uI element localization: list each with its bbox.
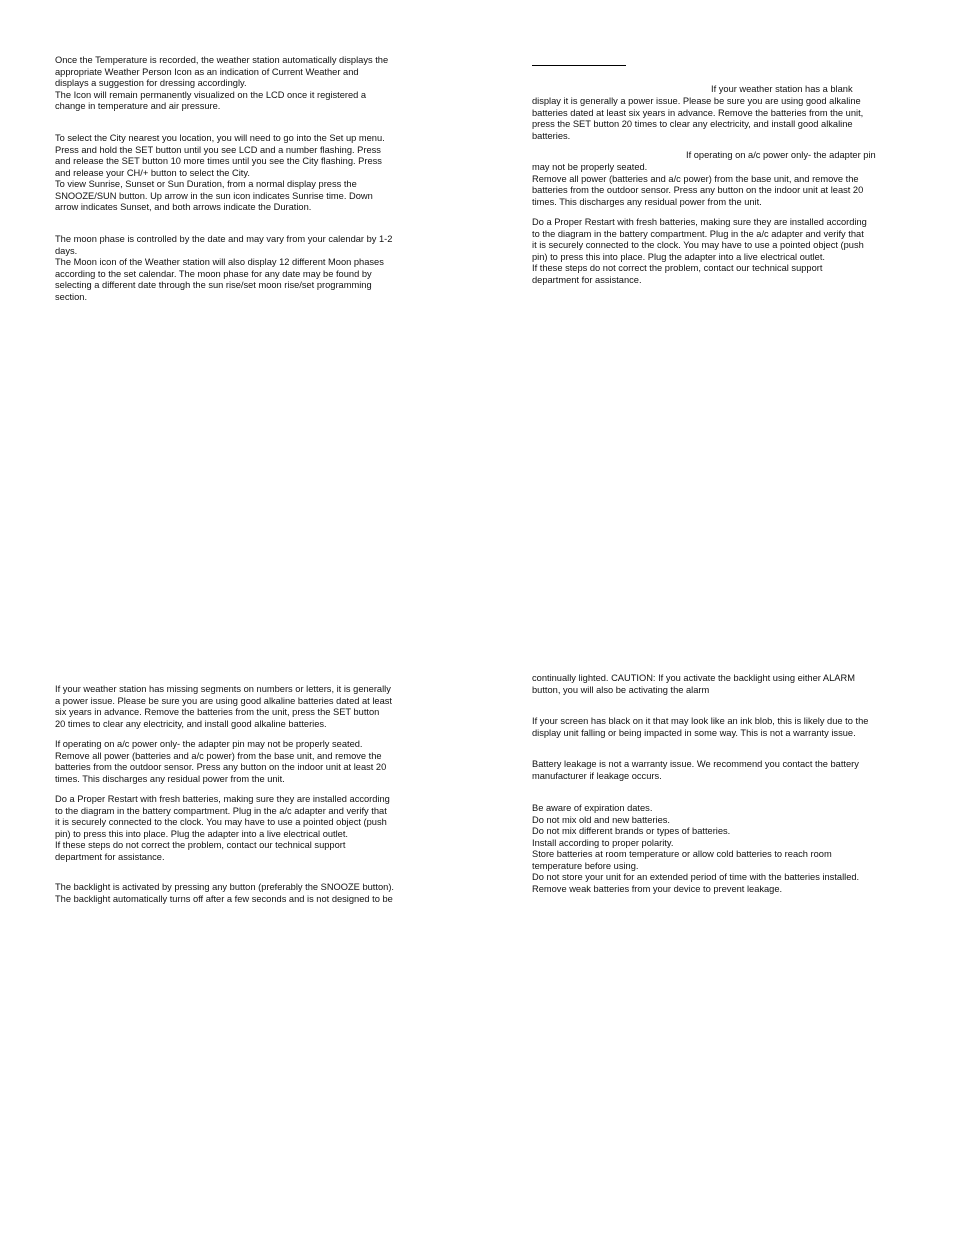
heading-underline: [532, 65, 626, 66]
proper-restart-paragraph: Do a Proper Restart with fresh batteries, making sure they are installed according to the diagram in the battery compartment. Plug in the a/c adapter and verify that it is securely connected to the clock. You may have to use a pointed object (push pin) to press this into place. Plug the adapter into a live electrical outlet. If these steps do not correct the problem, contact our technical support department for assistance.: [532, 217, 867, 285]
backlight-continued-paragraph: continually lighted. CAUTION: If you activate the backlight using either ALARM button, you will also be activating the alarm: [532, 673, 855, 695]
moon-phase-paragraph: The moon phase is controlled by the date and may vary from your calendar by 1-2 days. The Moon icon of the Weather station will also display 12 different Moon phases according to the set calendar. The moon phase for any date may be found by selecting a different date through the sun rise/set moon rise/set programming section.: [55, 234, 393, 302]
backlight-paragraph: The backlight is activated by pressing any button (preferably the SNOOZE button). The backlight automatically turns off after a few seconds and is not designed to be: [55, 882, 394, 904]
blank-display-paragraph-start: If your weather station has a blank: [711, 84, 853, 94]
battery-tips-list: Be aware of expiration dates. Do not mix old and new batteries. Do not mix different brands or types of batteries. Install according to proper polarity. Store batteries at room temperature or allow cold batteries to reach room temperature before using. Do not store your unit for an extended period of time with the batteries installed. Remove weak batteries from your device to prevent leakage.: [532, 803, 860, 894]
adapter-pin-paragraph-start: If operating on a/c power only- the adapter pin: [686, 150, 876, 160]
battery-leakage-paragraph: Battery leakage is not a warranty issue. We recommend you contact the battery manufacturer if leakage occurs.: [532, 759, 859, 781]
blank-display-paragraph: display it is generally a power issue. Please be sure you are using good alkaline batteries dated at least six years in advance. Remove the batteries from the unit, press the SET button 20 times to clear any electricity, and install good alkaline batteries.: [532, 96, 864, 141]
weather-icon-paragraph: Once the Temperature is recorded, the weather station automatically displays the appropriate Weather Person Icon as an indication of Current Weather and displays a suggestion for dressing accordingly. The Icon will remain permanently visualized on the LCD once it registered a change in temperature and air pressure.: [55, 55, 389, 112]
adapter-pin-paragraph-2: If operating on a/c power only- the adapter pin may not be properly seated. Remove all power (batteries and a/c power) from the base unit, and remove the batteries from the outdoor sensor. Press any button on the indoor unit at least 20 times. This discharges any residual power from the unit.: [55, 739, 387, 784]
adapter-pin-paragraph: may not be properly seated. Remove all power (batteries and a/c power) from the base unit, and remove the batteries from the outdoor sensor. Press any button on the indoor unit at least 20 times. This discharges any residual power from the unit.: [532, 162, 864, 207]
proper-restart-paragraph-2: Do a Proper Restart with fresh batteries, making sure they are installed according to the diagram in the battery compartment. Plug in the a/c adapter and verify that it is securely connected to the clock. You may have to use a pointed object (push pin) to press this into place. Plug the adapter into a live electrical outlet. If these steps do not correct the problem, contact our technical support department for assistance.: [55, 794, 390, 862]
ink-blob-paragraph: If your screen has black on it that may look like an ink blob, this is likely due to the display unit falling or being impacted in some way. This is not a warranty issue.: [532, 716, 869, 738]
city-sunrise-paragraph: To select the City nearest you location, you will need to go into the Set up menu. Press and hold the SET button until you see LCD and a number flashing. Press and release the SET button 10 more times until you see the City flashing. Press and release your CH/+ button to select the City. To view Sunrise, Sunset or Sun Duration, from a normal display press the SNOOZE/SUN button. Up arrow in the sun icon indicates Sunrise time. Down arrow indicates Sunset, and both arrows indicate the Duration.: [55, 133, 385, 213]
missing-segments-paragraph: If your weather station has missing segments on numbers or letters, it is generally a power issue. Please be sure you are using good alkaline batteries dated at least six years in advance. Remove the batteries from the unit, press the SET button 20 times to clear any electricity, and install good alkaline batteries.: [55, 684, 392, 729]
